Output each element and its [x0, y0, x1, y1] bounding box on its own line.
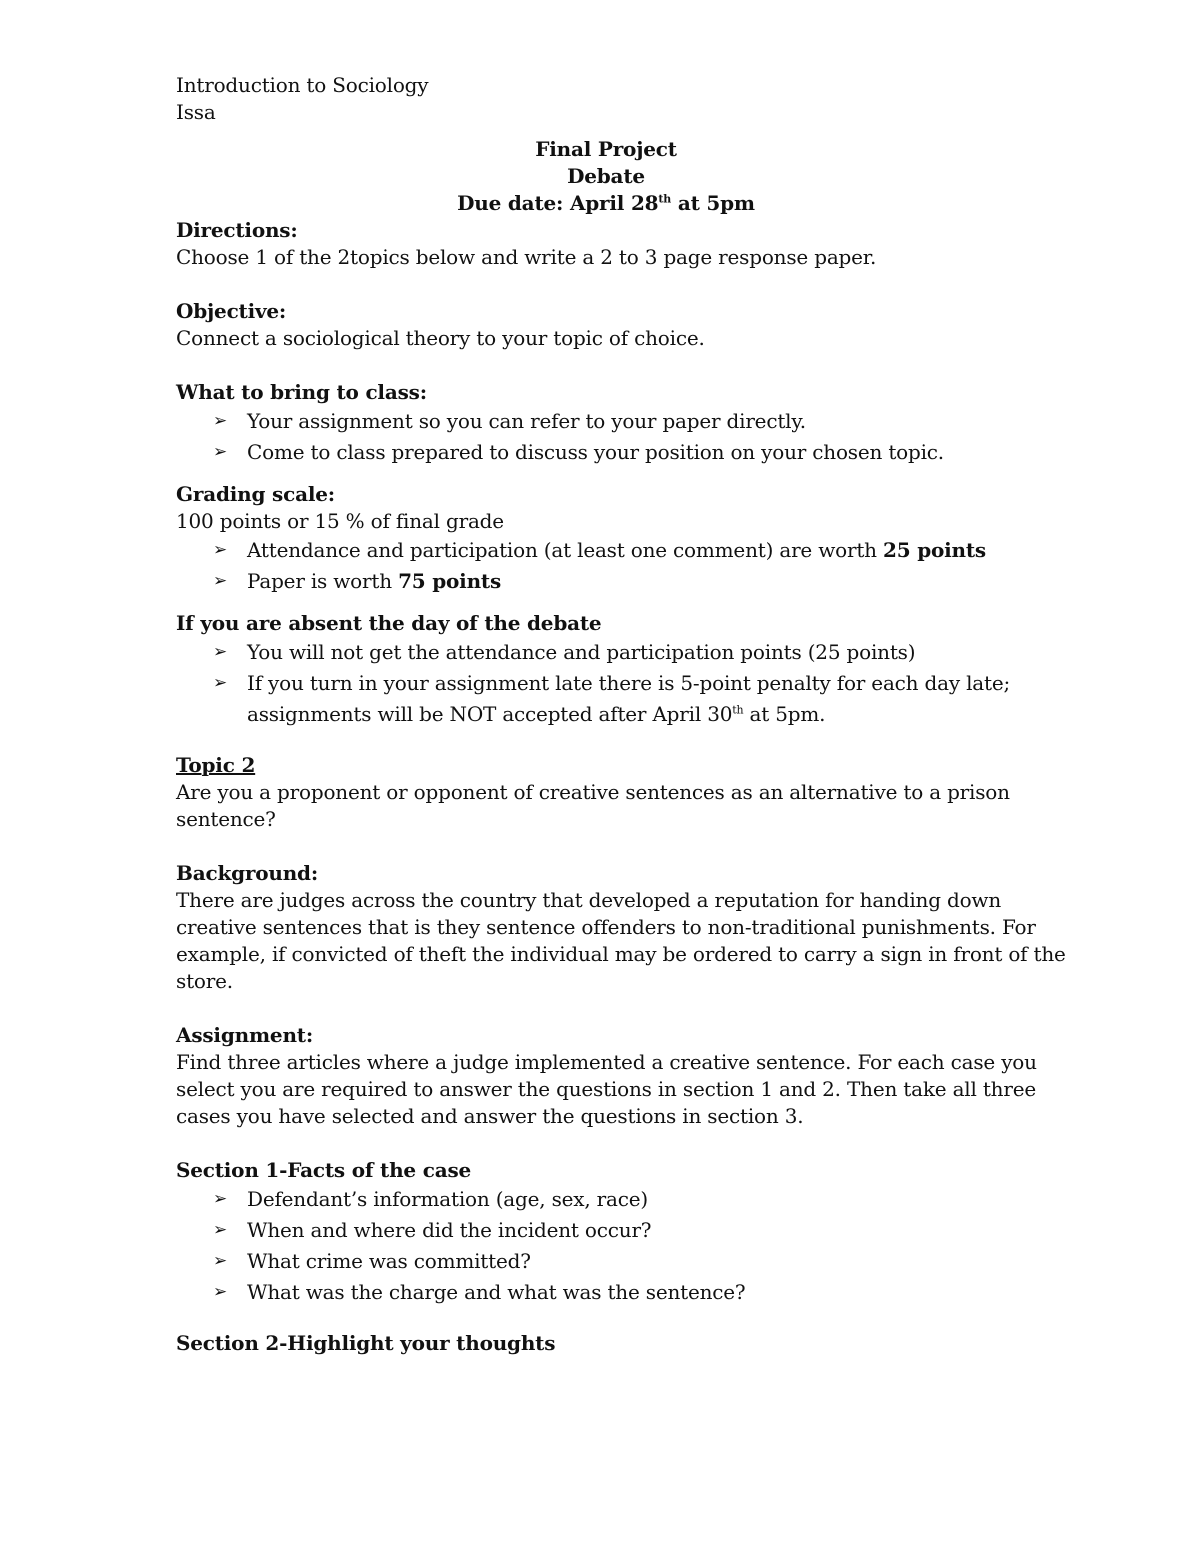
- topic-heading: Topic 2: [176, 753, 256, 777]
- list-item: ➢ When and where did the incident occur?: [176, 1215, 1036, 1246]
- arrowhead-bullet-icon: ➢: [213, 642, 228, 662]
- course-name: Introduction to Sociology: [176, 73, 429, 97]
- document-header: [176, 72, 1036, 126]
- list-item: ➢ Your assignment so you can refer to your paper directly.: [176, 406, 1036, 437]
- bring-list: [176, 406, 1036, 468]
- list-item: ➢ What was the charge and what was the sentence?: [176, 1277, 1036, 1308]
- arrowhead-bullet-icon: ➢: [213, 411, 228, 431]
- title-line-2: Debate: [567, 164, 645, 188]
- list-item: ➢ Paper is worth 75 points: [176, 566, 1036, 597]
- assignment-heading: Assignment:: [176, 1023, 314, 1047]
- background-heading: Background:: [176, 861, 319, 885]
- background-line: example, if convicted of theft the individual may be ordered to carry a sign in front of the: [176, 942, 1066, 966]
- document-title: [176, 136, 1036, 217]
- list-item: ➢ If you turn in your assignment late there is 5-point penalty for each day late; assignments will be NOT accepted after April 30th at 5pm.: [176, 668, 1036, 730]
- section-2: [176, 1330, 1036, 1357]
- topic-question-line-2: sentence?: [176, 807, 276, 831]
- arrowhead-bullet-icon: ➢: [213, 673, 228, 693]
- instructor-name: Issa: [176, 100, 216, 124]
- bring-section: [176, 379, 1036, 468]
- document-page: [176, 72, 1066, 1357]
- arrowhead-bullet-icon: ➢: [213, 1189, 228, 1209]
- section-1-list: [176, 1184, 1036, 1308]
- due-date-superscript: th: [658, 192, 672, 206]
- list-item: ➢ You will not get the attendance and participation points (25 points): [176, 637, 1036, 668]
- absent-list: [176, 637, 1036, 730]
- background-line: creative sentences that is they sentence offenders to non-traditional punishments. For: [176, 915, 1036, 939]
- background-line: There are judges across the country that developed a reputation for handing down: [176, 888, 1002, 912]
- attendance-points: 25 points: [883, 538, 986, 562]
- list-item: ➢ Come to class prepared to discuss your position on your chosen topic.: [176, 437, 1036, 468]
- assignment-section: [176, 1022, 1036, 1130]
- due-date-time: at 5pm: [671, 191, 755, 215]
- directions-heading: Directions:: [176, 218, 298, 242]
- directions-section: [176, 217, 1036, 271]
- list-item: ➢ Attendance and participation (at least one comment) are worth 25 points: [176, 535, 1036, 566]
- arrowhead-bullet-icon: ➢: [213, 1282, 228, 1302]
- directions-text: Choose 1 of the 2topics below and write a 2 to 3 page response paper.: [176, 245, 877, 269]
- assignment-line: cases you have selected and answer the questions in section 3.: [176, 1104, 804, 1128]
- assignment-line: select you are required to answer the questions in section 1 and 2. Then take all three: [176, 1077, 1036, 1101]
- section-2-heading: Section 2-Highlight your thoughts: [176, 1331, 556, 1355]
- objective-section: [176, 298, 1036, 352]
- arrowhead-bullet-icon: ➢: [213, 571, 228, 591]
- topic-section: [176, 752, 1036, 833]
- absent-section: [176, 610, 1036, 730]
- absent-heading: If you are absent the day of the debate: [176, 611, 602, 635]
- list-item: ➢ What crime was committed?: [176, 1246, 1036, 1277]
- due-date-text: Due date: April 28: [457, 191, 659, 215]
- arrowhead-bullet-icon: ➢: [213, 442, 228, 462]
- arrowhead-bullet-icon: ➢: [213, 1220, 228, 1240]
- grading-list: [176, 535, 1036, 597]
- paper-points: 75 points: [398, 569, 502, 593]
- section-1-heading: Section 1-Facts of the case: [176, 1158, 472, 1182]
- background-line: store.: [176, 969, 233, 993]
- background-section: [176, 860, 1066, 995]
- objective-heading: Objective:: [176, 299, 287, 323]
- title-line-1: Final Project: [535, 137, 677, 161]
- grading-heading: Grading scale:: [176, 482, 335, 506]
- arrowhead-bullet-icon: ➢: [213, 1251, 228, 1271]
- grading-summary: 100 points or 15 % of final grade: [176, 509, 504, 533]
- arrowhead-bullet-icon: ➢: [213, 540, 228, 560]
- grading-section: [176, 481, 1036, 597]
- due-date: [176, 190, 1036, 217]
- section-1: [176, 1157, 1036, 1308]
- list-item: ➢ Defendant’s information (age, sex, race): [176, 1184, 1036, 1215]
- objective-text: Connect a sociological theory to your topic of choice.: [176, 326, 705, 350]
- bring-heading: What to bring to class:: [176, 380, 427, 404]
- assignment-line: Find three articles where a judge implemented a creative sentence. For each case you: [176, 1050, 1037, 1074]
- topic-question-line-1: Are you a proponent or opponent of creative sentences as an alternative to a prison: [176, 780, 1010, 804]
